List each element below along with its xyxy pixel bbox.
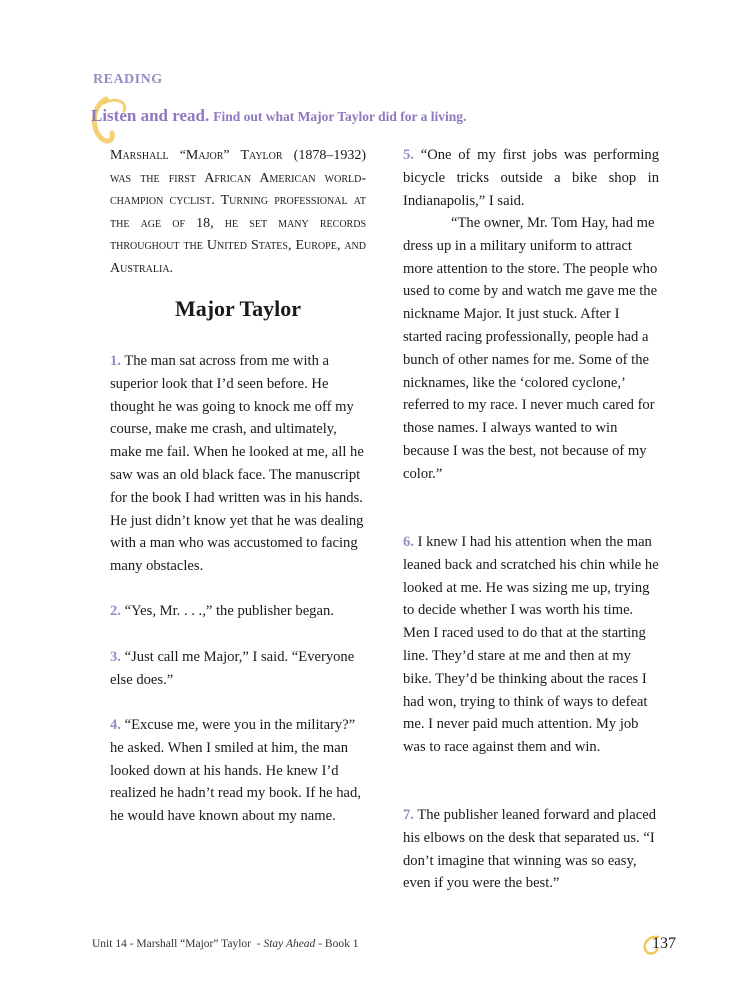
footer-unit: Unit 14 - Marshall “Major” Taylor	[92, 938, 251, 950]
paragraph-number: 7.	[403, 807, 414, 823]
page-number: 137	[652, 935, 676, 952]
paragraph-2	[110, 600, 334, 623]
paragraph-4	[110, 714, 366, 828]
paragraph-1	[110, 350, 366, 578]
paragraph-number: 2.	[110, 603, 121, 619]
paragraph-number: 1.	[110, 353, 121, 369]
paragraph-6	[403, 531, 659, 759]
paragraph-text: I knew I had his attention when the man leaned back and scratched his chin while he looked at me. He was sizing me up, trying to decide whether I was worth his time. Men I raced used to do that at the starting line. They’d stare at me and then at my bike. They’d be thinking about the races I had won, trying to think of ways to defeat me. I never paid much attention. My job was to race against them and win.	[403, 534, 659, 756]
article-title: Major Taylor	[174, 296, 302, 321]
paragraph-3	[110, 646, 366, 692]
paragraph-text: “One of my first jobs was performing bicycle tricks outside a bike shop in Indianapolis,” I said.	[403, 147, 660, 209]
paragraph-number: 6.	[403, 534, 414, 550]
instruction-lead: Listen and read.	[91, 106, 210, 125]
paragraph-7	[403, 804, 659, 895]
paragraph-number: 5.	[403, 147, 414, 163]
paragraph-5-continued	[403, 212, 659, 486]
footer-book-number: - Book 1	[315, 938, 359, 950]
instruction	[91, 106, 466, 126]
section-label: READING	[93, 72, 163, 87]
intro-paragraph: Marshall “Major” Taylor (1878–1932) was the first African American world-champion cyclist. Turning professional at the age of 18, he set many records throughout the United States, Europe, and Australia.	[110, 148, 366, 276]
paragraph-number: 3.	[110, 649, 121, 665]
paragraph-text: “The owner, Mr. Tom Hay, had me dress up in a military uniform to attract more attention to the store. The people who used to come by and watch me gave me the nickname Major. It just stuck. After I started racing professionally, people had a bunch of other names for me. Some of the nicknames, like the ‘colored cyclone,’ referred to my race. I never much cared for those names. I always wanted to win because I was the best, not because of my color.”	[403, 215, 658, 482]
paragraph-text: “Excuse me, were you in the military?” he asked. When I smiled at him, the man looked down at his hands. He knew I’d realized he hadn’t read my book. If he had, he would have known about my name.	[110, 717, 361, 825]
instruction-rest: Find out what Major Taylor did for a living.	[213, 109, 467, 124]
paragraph-text: The publisher leaned forward and placed his elbows on the desk that separated us. “I don’t imagine that winning was so easy, even if you were the best.”	[403, 807, 657, 892]
paragraph-5	[403, 144, 659, 212]
footer-separator: -	[250, 938, 264, 950]
paragraph-text: “Yes, Mr. . . .,” the publisher began.	[124, 603, 334, 619]
paragraph-text: “Just call me Major,” I said. “Everyone else does.”	[110, 649, 355, 688]
paragraph-number: 4.	[110, 717, 121, 733]
paragraph-text: The man sat across from me with a superior look that I’d seen before. He thought he was going to knock me off my course, make me crash, and ultimately, make me fail. When he looked at me, all he saw was an old black face. The manuscript for the book I had written was in his hands. He just didn’t know yet that he was dealing with a man who was accustomed to facing many obstacles.	[110, 353, 364, 575]
page-footer	[92, 938, 358, 950]
footer-book-title: Stay Ahead	[263, 938, 316, 950]
